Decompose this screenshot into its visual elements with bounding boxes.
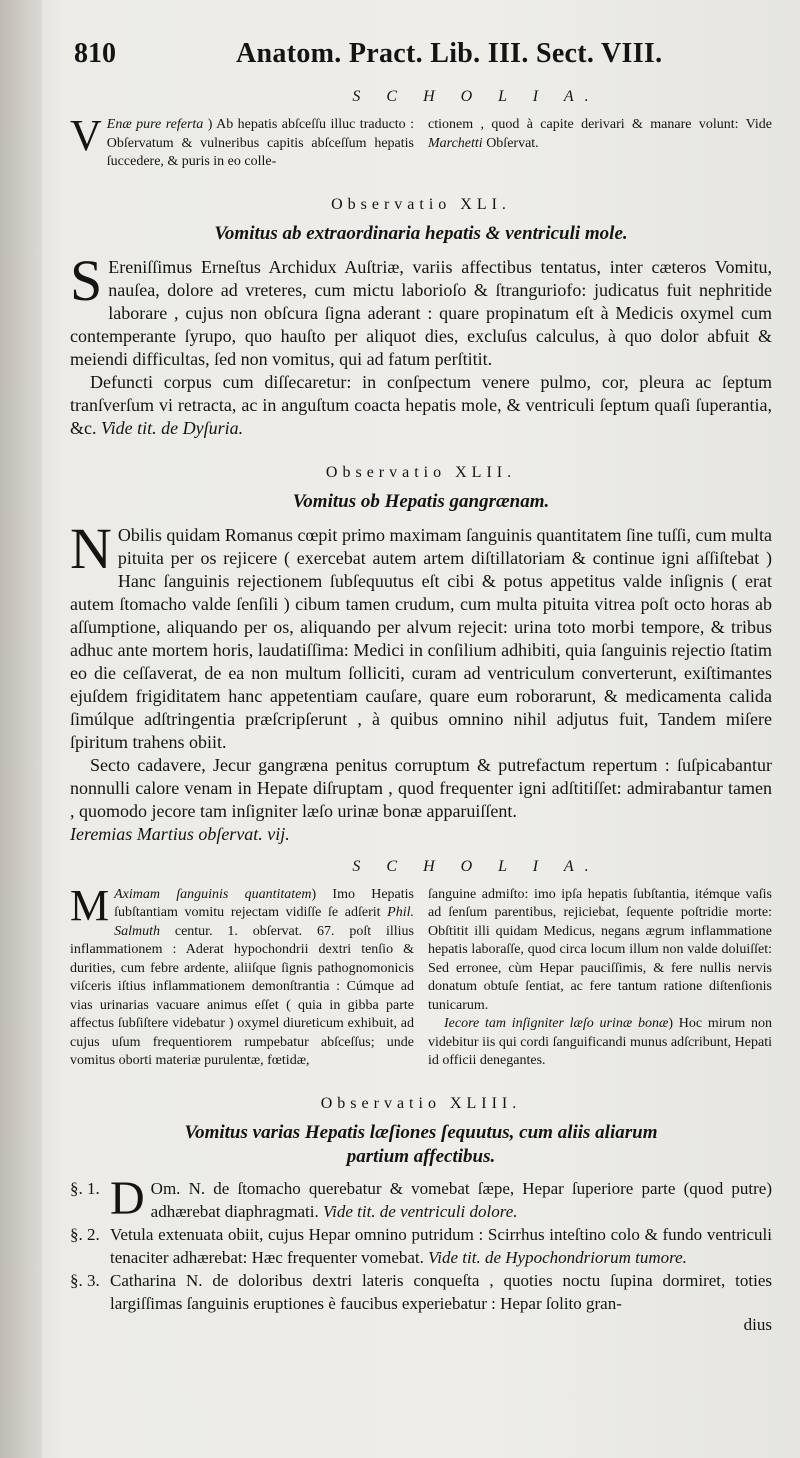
page-header — [70, 38, 772, 84]
observation-41-body — [70, 247, 772, 440]
cross-reference: Vide tit. de Hypochondriorum tumore. — [428, 1247, 687, 1267]
cross-reference: Vide tit. de Dyſuria. — [101, 417, 244, 438]
title-line: Vomitus varias Hepatis læſiones ſequutus, cum aliis aliarum — [184, 1121, 658, 1143]
cross-reference: Vide tit. de ventriculi dolore. — [322, 1201, 518, 1221]
scholia-1 — [70, 111, 772, 172]
paragraph: Catharina N. de doloribus dextri lateris conqueſta , quoties noctu ſupina dormiret, toties largiſſimas ſanguinis eruptiones è faucibus experiebatur : Hepar ſolito gran- — [110, 1270, 772, 1313]
catchword: dius — [743, 1314, 772, 1334]
observation-heading: Observatio XLIII. — [320, 1094, 522, 1112]
scholia-text: ) Imo Hepatis ſubſtantiam vomitu rejectam vidiſſe ſe adſerit — [114, 886, 414, 920]
scholia-heading: S C H O L I A. — [352, 857, 600, 875]
drop-cap: S — [70, 247, 103, 313]
section-paragraph — [70, 1223, 772, 1269]
observation-title — [70, 1121, 772, 1169]
lemma: Enæ pure referta — [106, 117, 204, 132]
paragraph: Ereniſſimus Erneſtus Archidux Auſtriæ, variis affectibus tentatus, inter cæteros Vomitu, nauſea, dolore ad vreteres, cum mictu laborioſo & ſtranguriofo: judicatus fuit nephritide laborare , cujus non obſcura ſigna aderant : quare propinatum eſt à Medicis oxymel cum contemperante ſyrupo, quo hauſto per aliquot dies, excluſus calculus, à quo dolor abfuit & meiendi difficultas, ſed non vomitus, qui ad fatum perſtitit. — [70, 256, 772, 369]
section-paragraph — [70, 1171, 772, 1225]
running-head: Anatom. Pract. Lib. III. Sect. VIII. — [236, 38, 663, 69]
drop-cap: V — [70, 111, 102, 160]
paragraph: Obilis quidam Romanus cœpit primo maximam ſanguinis quantitatem ſine tuſſi, cum multa pituita per os rejicere ( exercebat autem artem diſtillatoriam & continue igni aſſiſtebat ) Hanc ſanguinis rejectionem ſubſequutus eſt cibi & potus appetitus valde inſignis ( erat autem ſtomacho valde ſenſili ) cibum tamen crudum, cum multa pituita vitrea poſt octo horas ab aſſumptione, aliquando per os, aliquando per alvum rejecit: urina toto morbi tempore, & tribus adhuc ante mortem horis, laudatiſſima: Medici in conſilium adhibiti, quia ſanguinis rejectio ſtatim eo die ceſſaverat, de ea non multum ſolliciti, curam ad ventriculum converterunt, exiſtimantes ejuſdem frigiditatem hanc appetentiam cauſare, quare eum roborarunt, & medicamenta calida ſimúlque adſtringentia præſcripſerunt , à quibus omnino nihil adjutus fuit, Tandem miſere ſpiritum trahens obiit. — [70, 524, 772, 752]
scholia-2 — [70, 880, 772, 1071]
scholia-1-right — [428, 116, 772, 172]
observation-42-body — [70, 515, 772, 846]
author-citation: Marchetti — [428, 135, 483, 151]
author-citation: Phil. Salmuth — [114, 905, 414, 939]
scholia-2-left — [70, 880, 414, 1071]
lemma: Iecore tam inſigniter læſo urinæ bonæ — [444, 1016, 669, 1031]
scholia-heading: S C H O L I A. — [352, 88, 600, 105]
scholia-text: Obſervat. — [482, 135, 539, 151]
attribution: Ieremias Martius obſervat. vij. — [70, 823, 290, 844]
title-line: partium affectibus. — [346, 1145, 496, 1167]
observation-heading: Observatio XLII. — [325, 463, 517, 481]
scholia-text: ) Ab hepatis abſceſſu illuc traducto : Obſervatum & vulneribus capitis abſceſſum hepatis ſuccedere, & puris in eo colle- — [106, 117, 415, 169]
drop-cap: N — [70, 515, 112, 581]
scholia-text: ) Hoc mirum non videbitur iis qui cordi ſanguificandi munus adſcribunt, Hepati id officii denegantes. — [428, 1016, 772, 1068]
scholia-text: ſanguine admiſto: imo ipſa hepatis ſubſtantia, itémque vaſis ad ſenſum parentibus, rejiciebat, ſequente poſtridie morte: Obſtitit illi quidam Medicus, negans ægrum inflammatione hepatis laboraſſe, quod circa locum illum non valde doluiſſet: Sed erronee, cùm Hepar pauciſſimis, & fere nullis nervis donatum obtuſe ſentiat, ac fere tantum ratione diſtenſionis tunicarum. — [428, 886, 772, 1013]
scholia-text: ctionem , quod à capite derivari & manare volunt: Vide — [428, 117, 772, 132]
paragraph: Defuncti corpus cum diſſecaretur: in conſpectum venere pulmo, cor, pleura ac ſeptum tranſverſum vi retracta, ac in anguſtum coacta hepatis mole, & ventriculi ſeptum quaſi ſuperantia, &c. — [70, 371, 772, 438]
lemma: Aximam ſanguinis quantitatem — [114, 886, 312, 902]
paragraph: Om. N. de ſtomacho querebatur & vomebat ſæpe, Hepar ſuperiore parte (quod putre) adhærebat diaphragmati. — [150, 1178, 772, 1221]
scholia-1-left — [70, 111, 415, 172]
scholia-text: centur. 1. obſervat. 67. poſt illius inflammationem : Aderat hypochondrii dextri tenſio & durities, cum febre ardente, aliiſque ſignis pathognomonicis viſceris iſtius inflammationem demonſtrantia : Cúmque ad vias urinarias vacuare animus eſſet ( quia in gibba parte affectus ſubſiſtere videbatur ) oxymel diureticum exhibuit, ad cujus uſum frequentiorem rumpebatur abſceſſus; unde vomitus oborti materiæ purulentæ, fœtidæ, — [70, 923, 414, 1068]
section-number: §. 1. — [70, 1178, 100, 1198]
page-gutter-shadow — [0, 0, 42, 1458]
scholia-2-right — [428, 886, 772, 1071]
section-paragraph — [70, 1269, 772, 1315]
section-number: §. 3. — [70, 1270, 100, 1290]
section-number: §. 2. — [70, 1224, 100, 1244]
drop-cap: D — [110, 1171, 145, 1225]
observation-43-body — [70, 1171, 772, 1335]
observation-title: Vomitus ab extraordinaria hepatis & ventriculi mole. — [214, 222, 628, 244]
observation-title: Vomitus ob Hepatis gangrænam. — [292, 490, 550, 512]
page-number: 810 — [74, 38, 116, 69]
paragraph: Vetula extenuata obiit, cujus Hepar omnino putridum : Scirrhus inteſtino colo & fundo ventriculi tenaciter adhærebat: Hæc frequenter vomebat. — [110, 1224, 772, 1267]
observation-heading: Observatio XLI. — [331, 195, 511, 213]
paragraph: Secto cadavere, Jecur gangræna penitus corruptum & putrefactum repertum : ſuſpicabantur nonnulli calore venam in Hepate diſruptam , quod frequenter igni adſtitiſſet: admirabantur tamen , quomodo jecore tam inſigniter læſo urinæ bonæ apparuiſſent. — [70, 754, 772, 821]
drop-cap: M — [70, 880, 110, 930]
